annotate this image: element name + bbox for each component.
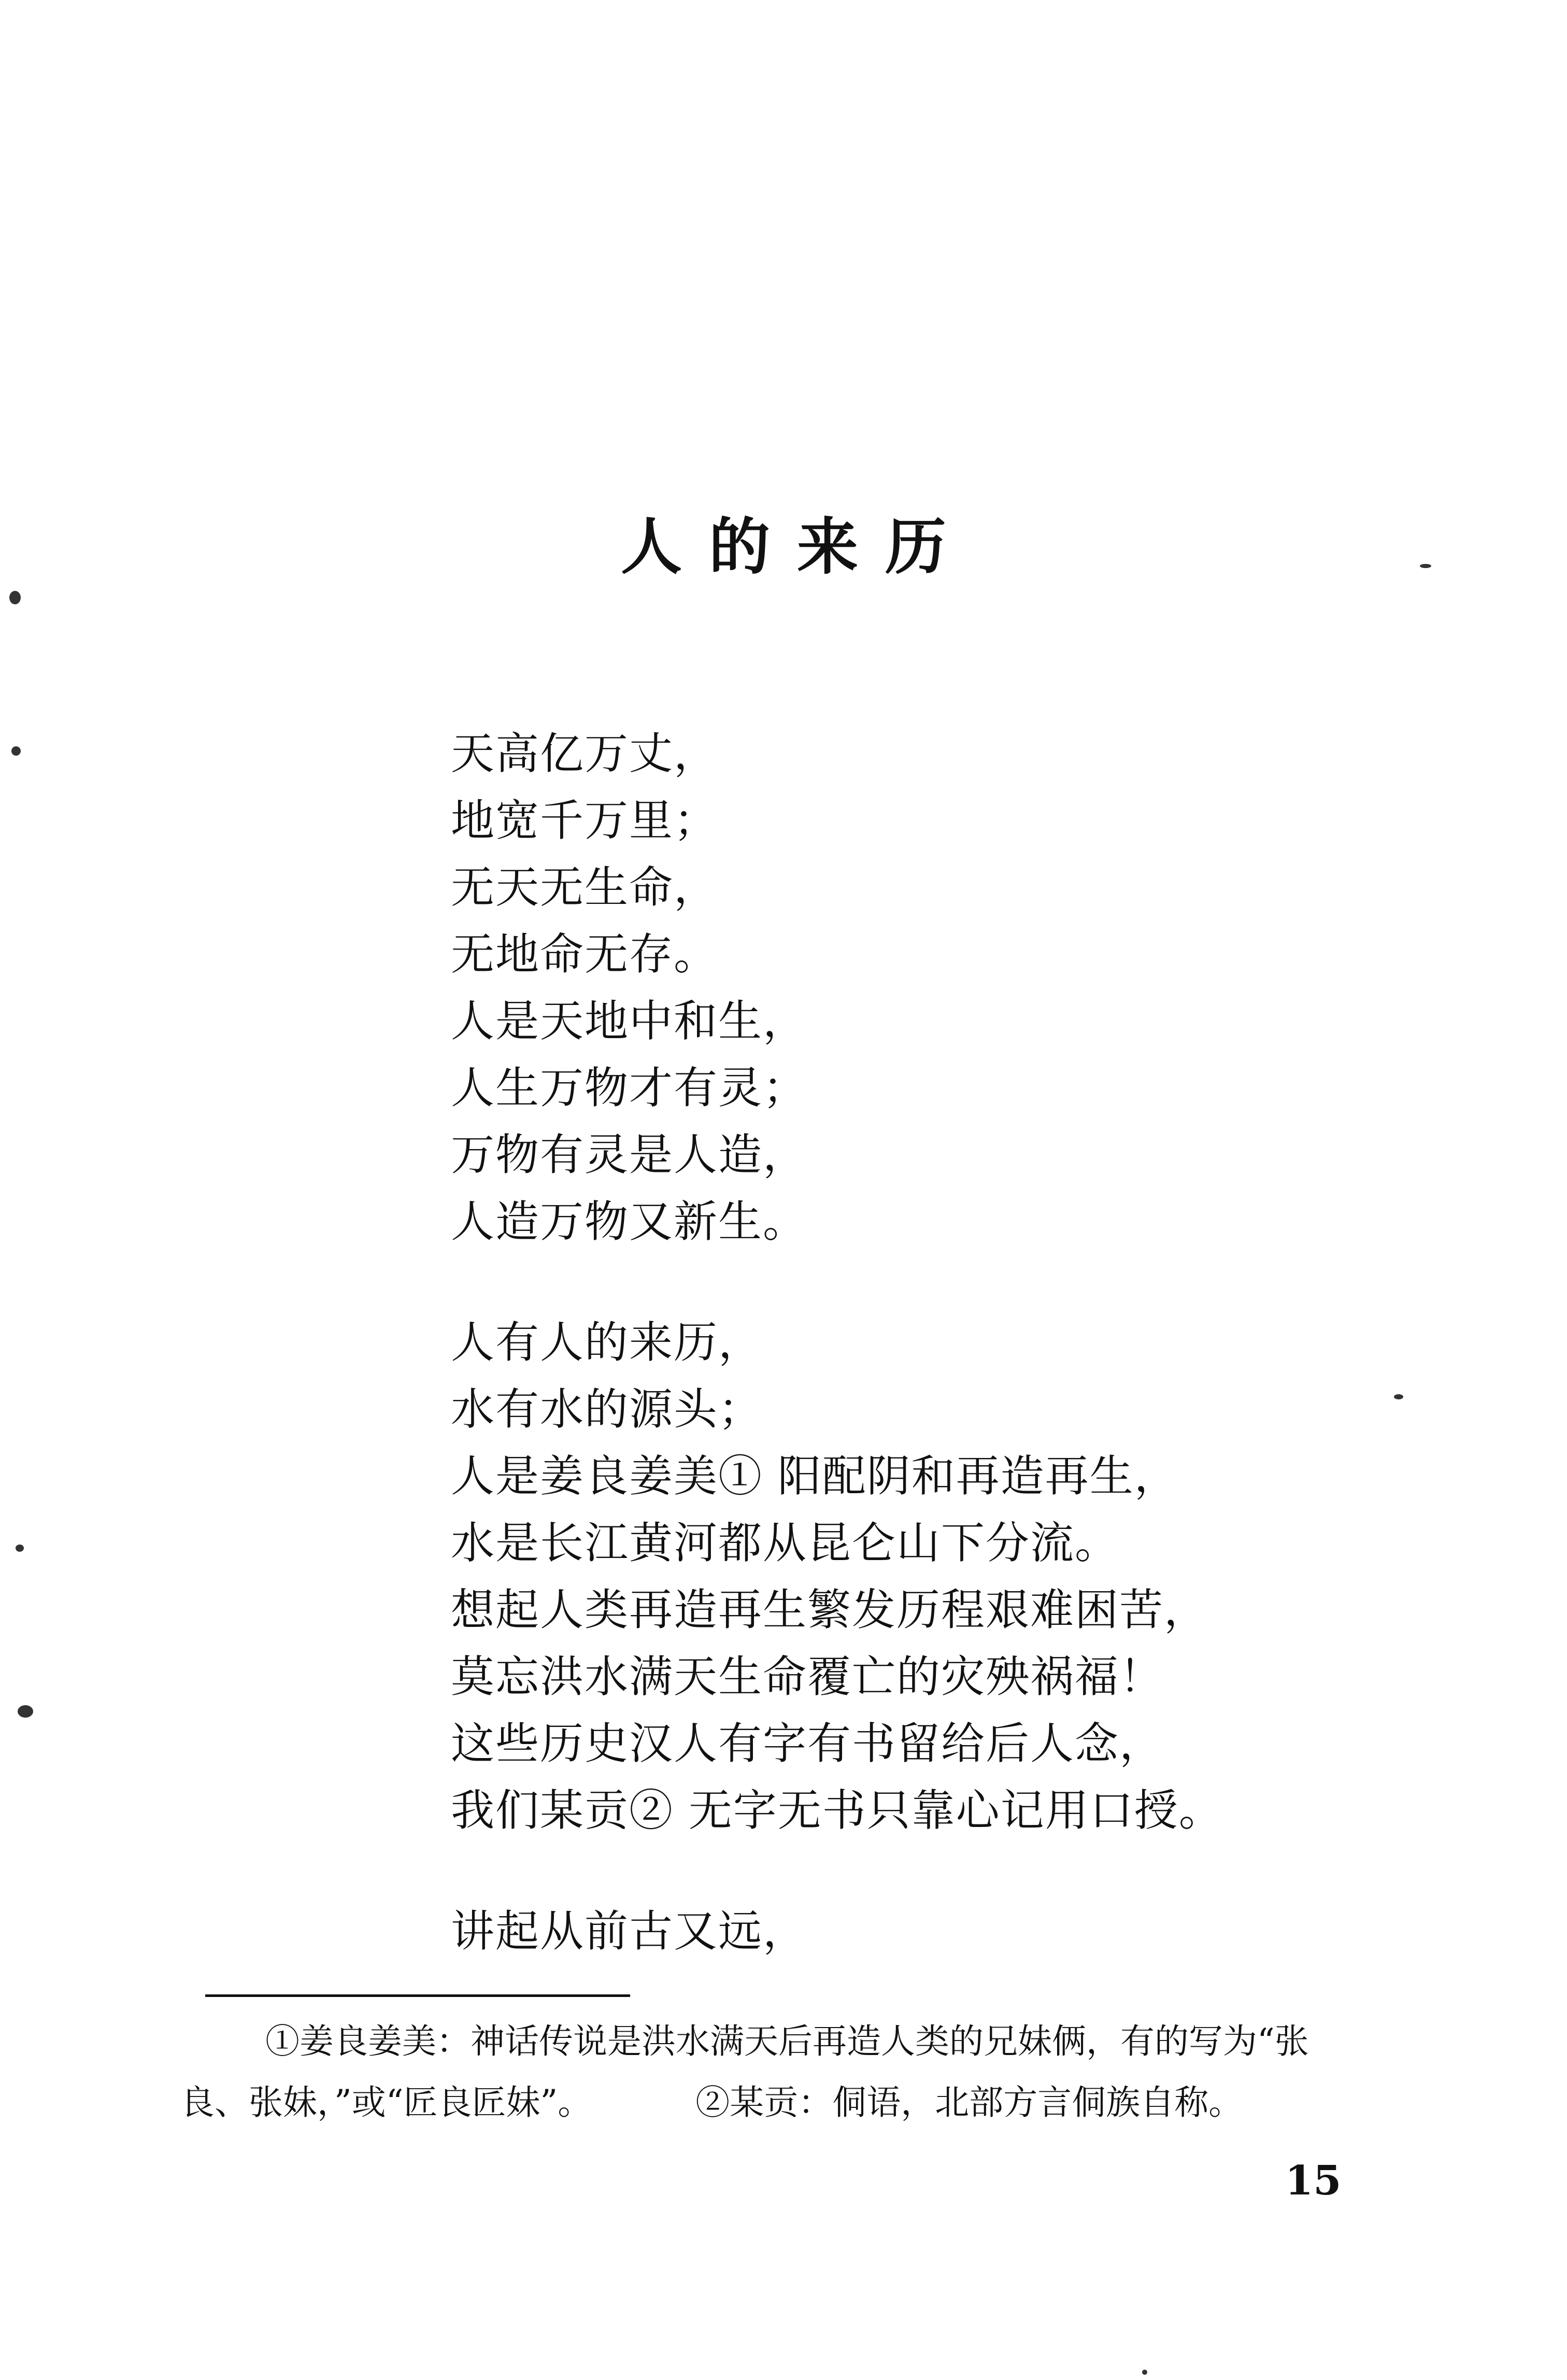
stanza-3 [451, 1898, 1435, 1965]
poem-title: 人的来历 [620, 511, 973, 583]
scan-speck [1420, 564, 1431, 568]
footnote-2: ②某贡：侗语，北部方言侗族自称。 [695, 2082, 1243, 2122]
poem-line: 人有人的来历， [451, 1317, 763, 1368]
stanza-1 [451, 720, 1435, 1255]
poem-line: 人是姜良姜美① 阳配阴和再造再生， [451, 1451, 1179, 1501]
footnotes [180, 2011, 1445, 2133]
stanza-2 [451, 1309, 1435, 1844]
poem-line: 人造万物又新生。 [451, 1196, 808, 1247]
footnote-row-2 [180, 2072, 1445, 2133]
scan-speck [18, 1705, 33, 1718]
poem-line: 莫忘洪水满天生命覆亡的灾殃祸福！ [451, 1651, 1164, 1702]
poem-body [451, 720, 1435, 2019]
page-number: 15 [1285, 2157, 1342, 2204]
scan-speck [16, 1545, 24, 1552]
poem-line: 想起人类再造再生繁发历程艰难困苦， [451, 1584, 1209, 1635]
poem-line: 无地命无存。 [451, 929, 719, 980]
footnote-1-line-2: 良、张妹，”或“匠良匠妹”。 [180, 2082, 592, 2122]
scan-speck [1142, 2370, 1147, 2375]
poem-line: 水是长江黄河都从昆仑山下分流。 [451, 1518, 1120, 1568]
poem-line: 天高亿万丈， [451, 728, 719, 779]
scan-speck [9, 591, 21, 604]
scan-speck [1394, 1394, 1403, 1399]
footnote-1-line-1: ①姜良姜美：神话传说是洪水满天后再造人类的兄妹俩，有的写为“张 [265, 2021, 1309, 2061]
footnote-divider [205, 1994, 630, 1997]
poem-line: 万物有灵是人造， [451, 1129, 808, 1180]
poem-line: 讲起从前古又远， [451, 1906, 808, 1957]
poem-line: 水有水的源头； [451, 1384, 763, 1435]
poem-line: 地宽千万里； [451, 795, 719, 846]
poem-line: 这些历史汉人有字有书留给后人念， [451, 1718, 1164, 1769]
scan-speck [11, 746, 21, 756]
poem-line: 我们某贡② 无字无书只靠心记用口授。 [451, 1785, 1223, 1836]
poem-line: 人生万物才有灵； [451, 1062, 808, 1113]
poem-line: 人是天地中和生， [451, 996, 808, 1046]
poem-line: 无天无生命， [451, 862, 719, 913]
